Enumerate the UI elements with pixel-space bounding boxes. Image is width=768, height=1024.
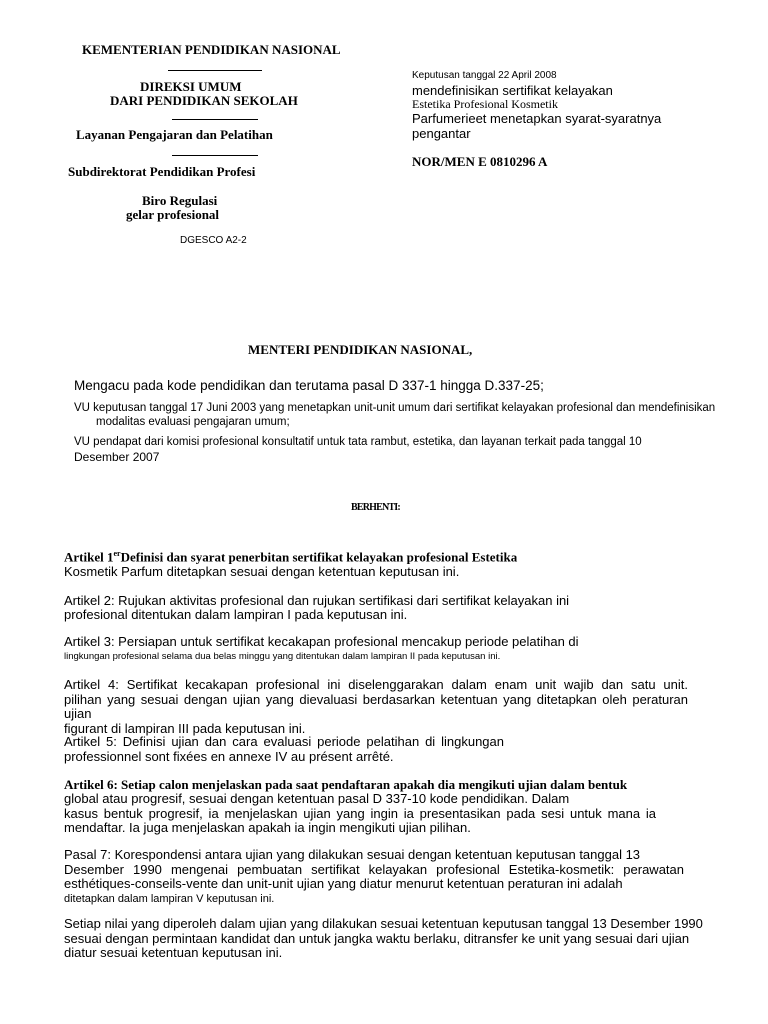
divider-rule [172, 155, 258, 156]
article-6-line1: Artikel 6: Setiap calon menjelaskan pada saat pendaftaran apakah dia mengikuti ujian dalam bentuk [64, 777, 628, 792]
consideration-2-line1: VU keputusan tanggal 17 Juni 2003 yang menetapkan unit-unit umum dari sertifikat kelayakan profesional dan mendefinisikan [74, 402, 716, 414]
consideration-1: Mengacu pada kode pendidikan dan terutama pasal D 337-1 hingga D.337-25; [74, 378, 544, 393]
decision-subject-line2: Estetika Profesional Kosmetik [412, 97, 558, 111]
minister-title: MENTERI PENDIDIKAN NASIONAL, [248, 342, 473, 357]
decision-date: Keputusan tanggal 22 April 2008 [412, 70, 557, 81]
article-5 [64, 735, 504, 764]
article-3-line1: Artikel 3: Persiapan untuk sertifikat kecakapan profesional mencakup periode pelatihan di [64, 634, 579, 649]
article-6-line4: mendaftar. Ia juga menjelaskan apakah ia ingin mengikuti ujian pilihan. [64, 820, 471, 835]
ministry-name: KEMENTERIAN PENDIDIKAN NASIONAL [82, 42, 341, 57]
decision-subject-line3: Parfumerieet menetapkan syarat-syaratnya [412, 111, 662, 126]
article-1-title: Definisi dan syarat penerbitan sertifikat kelayakan profesional Estetika [120, 549, 518, 565]
article-2-line1: Artikel 2: Rujukan aktivitas profesional dan rujukan sertifikasi dari sertifikat kelayakan ini [64, 593, 570, 608]
article-1-superscript: er [113, 549, 121, 558]
article-4 [64, 678, 688, 736]
consideration-3-line1: VU pendapat dari komisi profesional konsultatif untuk tata rambut, estetika, dan layanan terkait pada tanggal 10 [74, 436, 642, 448]
final-paragraph-line2: sesuai dengan permintaan kandidat dan untuk jangka waktu berlaku, ditransfer ke unit yang sesuai dari ujian [64, 930, 690, 946]
article-4-line1: Artikel 4: Sertifikat kecakapan profesional ini diselenggarakan dalam enam unit wajib dan satu unit. [64, 677, 688, 692]
article-7-line4: ditetapkan dalam lampiran V keputusan ini. [64, 892, 275, 905]
subdirectorate-name: Subdirektorat Pendidikan Profesi [68, 164, 256, 179]
article-4-line3: figurant di lampiran III pada keputusan ini. [64, 720, 306, 736]
final-paragraph-line3: diatur sesuai ketentuan keputusan ini. [64, 945, 283, 960]
article-6 [64, 792, 656, 836]
consideration-3-line2: Desember 2007 [74, 450, 160, 464]
consideration-2-line2: modalitas evaluasi pengajaran umum; [96, 416, 290, 428]
final-paragraph-line1: Setiap nilai yang diperoleh dalam ujian yang dilakukan sesuai ketentuan keputusan tanggal 13 Desember 1990 [64, 916, 703, 931]
office-code: DGESCO A2-2 [180, 235, 247, 246]
article-3-line2: lingkungan profesional selama dua belas minggu yang ditentukan dalam lampiran II pada keputusan ini. [64, 651, 501, 662]
article-1-line2: Kosmetik Parfum ditetapkan sesuai dengan ketentuan keputusan ini. [64, 564, 460, 579]
divider-rule [168, 70, 262, 71]
article-6-line2: global atau progresif, sesuai dengan ketentuan pasal D 337-10 kode pendidikan. Dalam [64, 791, 570, 806]
directorate-line2: DARI PENDIDIKAN SEKOLAH [110, 93, 298, 108]
decision-subject-line4: pengantar [412, 126, 471, 141]
nor-reference: NOR/MEN E 0810296 A [412, 154, 548, 169]
final-paragraph [64, 917, 720, 961]
article-2-line2: profesional ditentukan dalam lampiran I pada keputusan ini. [64, 607, 408, 622]
article-1-label: Artikel 1 [64, 549, 114, 565]
bureau-line1: Biro Regulasi [142, 193, 218, 208]
article-7-line3: esthétiques-conseils-vente dan unit-unit ujian yang diatur menurut ketentuan peraturan ini adalah [64, 876, 623, 891]
article-7-line1: Pasal 7: Korespondensi antara ujian yang dilakukan sesuai dengan ketentuan keputusan tanggal 13 [64, 847, 641, 862]
directorate-line1: DIREKSI UMUM [140, 79, 242, 94]
article-7-line2: Desember 1990 mengenai pembuatan sertifikat kelayakan profesional Estetika-kosmetik: perawatan [64, 861, 684, 877]
article-4-line2: pilihan yang sesuai dengan ujian yang dievaluasi berdasarkan ketentuan yang ditetapkan oleh peraturan ujian [64, 691, 688, 721]
decision-subject-line1: mendefinisikan sertifikat kelayakan [412, 83, 613, 98]
bureau-line2: gelar profesional [126, 207, 220, 222]
service-name: Layanan Pengajaran dan Pelatihan [76, 127, 273, 142]
article-5-line2: professionnel sont fixées en annexe IV au présent arrêté. [64, 748, 394, 764]
article-7 [64, 848, 684, 906]
article-5-line1: Artikel 5: Definisi ujian dan cara evaluasi periode pelatihan di lingkungan [64, 734, 504, 749]
article-1-line1 [64, 549, 517, 565]
decision-heading: BERHENTI: [351, 502, 400, 513]
article-6-line3: kasus bentuk progresif, ia menjelaskan ujian yang ingin ia presentasikan pada sesi untuk mana ia [64, 805, 656, 821]
divider-rule [172, 119, 258, 120]
